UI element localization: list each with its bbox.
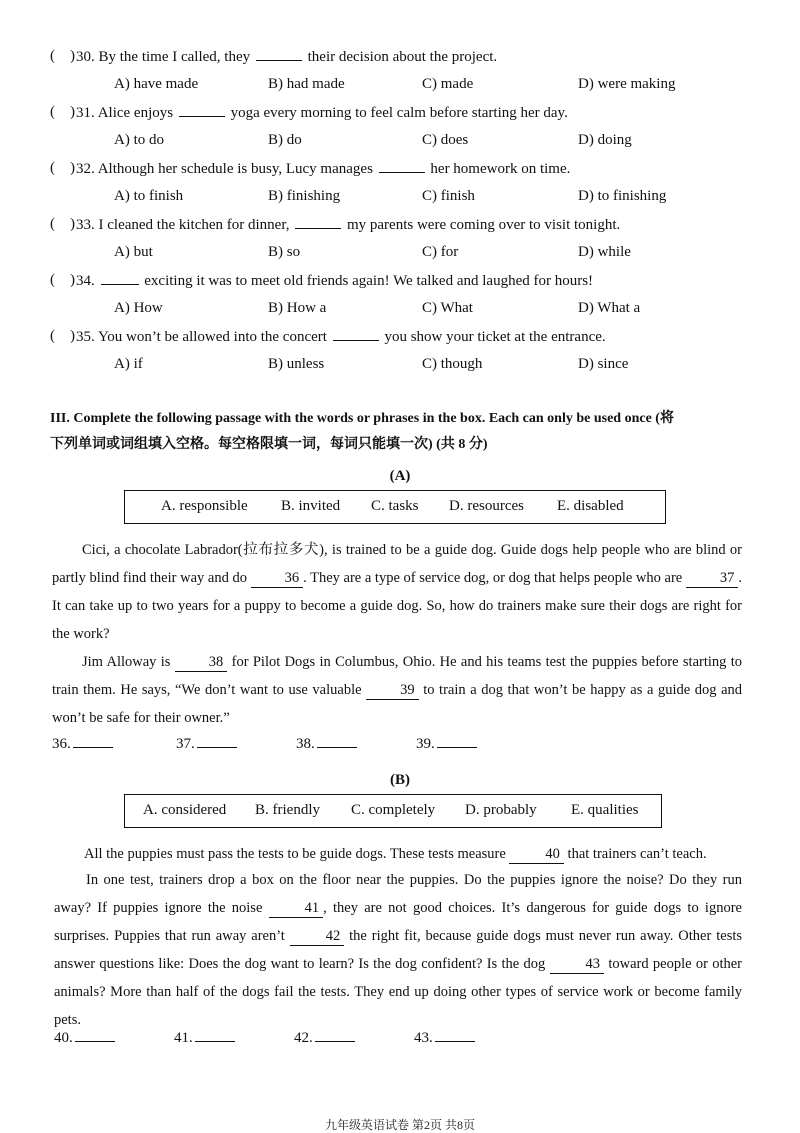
- option-a[interactable]: A) but: [114, 244, 153, 260]
- blank-38[interactable]: 38: [175, 654, 228, 672]
- section-heading: [50, 406, 750, 458]
- answer-slot-40[interactable]: 40.: [54, 1028, 115, 1047]
- word-box-item: E. disabled: [557, 498, 624, 514]
- passage-b-paragraph-2: [54, 866, 742, 1034]
- passage-text: or other animals? More than half of the dogs fail the tests. They end up doing other types of service work or: [54, 956, 743, 1000]
- question-number: 33.: [76, 217, 95, 233]
- question-text-pre: Although her schedule is busy, Lucy manages: [97, 161, 373, 177]
- question-blank: [295, 214, 341, 229]
- question-blank: [179, 102, 225, 117]
- passage-b-paragraph-1: [52, 840, 752, 868]
- question-text-pre: I cleaned the kitchen for dinner,: [98, 217, 290, 233]
- blank-37[interactable]: 37: [686, 570, 739, 588]
- question-text-pre: Alice enjoys: [97, 105, 174, 121]
- question-text-post: exciting it was to meet old friends again! We talked and laughed for hours!: [144, 273, 594, 289]
- answer-paren[interactable]: ( ): [50, 272, 75, 288]
- passage-text: Cici, a chocolate Labrador(拉布拉多犬), is trained to be a guide dog. Guide dogs help people who are: [82, 542, 692, 558]
- option-c[interactable]: C) What: [422, 300, 473, 316]
- section-heading-en: III. Complete the following passage with the words or phrases in the box. Each can only be used once (将: [50, 411, 674, 426]
- answer-slot-36[interactable]: 36.: [52, 734, 113, 753]
- passage-text: for Pilot Dogs in Columbus, Ohio. He and his teams test the puppies before starting: [231, 654, 727, 670]
- word-box-item: A. considered: [143, 802, 227, 818]
- passage-text: become family pets.: [54, 984, 743, 1028]
- question-blank: [101, 270, 139, 285]
- blank-41[interactable]: 41: [269, 900, 324, 918]
- word-box-b: [124, 794, 662, 828]
- word-box-item: D. resources: [449, 498, 524, 514]
- part-a-label: (A): [389, 468, 411, 484]
- question-text-post: yoga every morning to feel calm before starting her day.: [230, 105, 568, 121]
- passage-text: to train a dog that won’t be happy as a guide: [423, 682, 691, 698]
- blank-36[interactable]: 36: [251, 570, 304, 588]
- question-number: 30.: [76, 49, 95, 65]
- passage-text: dog and won’t be safe for their owner.”: [52, 682, 743, 726]
- word-box-item: B. friendly: [255, 802, 320, 818]
- question-text-post: her homework on time.: [430, 161, 571, 177]
- word-box-item: B. invited: [281, 498, 341, 514]
- answer-slot-38[interactable]: 38.: [296, 734, 357, 753]
- answer-slot-37[interactable]: 37.: [176, 734, 237, 753]
- passage-text: the right fit, because guide dogs must never run away. Other: [349, 928, 712, 944]
- passage-text: dogs are right for the work?: [52, 598, 742, 642]
- passage-text: to train them. He says, “We don’t want to use valuable: [52, 654, 743, 698]
- option-c[interactable]: C) does: [422, 132, 469, 148]
- passage-text: . They are a type of service dog, or dog that helps people who: [303, 570, 661, 586]
- answer-slot-41[interactable]: 41.: [174, 1028, 235, 1047]
- passage-text: toward people: [608, 956, 692, 972]
- answer-paren[interactable]: ( ): [50, 104, 75, 120]
- option-d[interactable]: D) to finishing: [578, 188, 667, 204]
- answer-slot-42[interactable]: 42.: [294, 1028, 355, 1047]
- word-box-a: [124, 490, 666, 524]
- question-blank: [379, 158, 425, 173]
- question-blank: [333, 326, 379, 341]
- answer-paren[interactable]: ( ): [50, 216, 75, 232]
- option-b[interactable]: B) finishing: [268, 188, 341, 204]
- question-blank: [256, 46, 302, 61]
- question-number: 31.: [76, 105, 95, 121]
- passage-text: . It can take up to two years for a puppy to become a guide dog. So, how do trainers make sure their: [52, 570, 743, 614]
- option-c[interactable]: C) made: [422, 76, 474, 92]
- passage-text: , they are not good choices. It’s dangerous for guide dogs to ignore: [323, 900, 742, 916]
- question-number: 34.: [76, 273, 95, 289]
- option-a[interactable]: A) to do: [114, 132, 164, 148]
- option-c[interactable]: C) for: [422, 244, 459, 260]
- answer-paren[interactable]: ( ): [50, 48, 75, 64]
- passage-text: All the puppies must pass the tests to be guide dogs. These tests measure: [84, 846, 506, 862]
- passage-text: away? If puppies ignore the noise: [54, 900, 263, 916]
- page-footer: 九年级英语试卷 第2页 共8页: [324, 1118, 475, 1132]
- question-text-post: you show your ticket at the entrance.: [384, 329, 606, 345]
- passage-text: are: [664, 570, 683, 586]
- section-heading-cn: 下列单词或词组填入空格。每空格限填一词，每词只能填一次) (共 8 分): [50, 437, 488, 452]
- passage-text: surprises. Puppies that run away aren’t: [54, 928, 285, 944]
- passage-text: Jim Alloway is: [82, 654, 171, 670]
- passage-a-paragraph-2: [52, 648, 742, 732]
- blank-39[interactable]: 39: [366, 682, 419, 700]
- option-d[interactable]: D) while: [578, 244, 631, 260]
- part-b-label: (B): [390, 772, 410, 788]
- option-a[interactable]: A) How: [114, 300, 163, 316]
- option-a[interactable]: A) to finish: [114, 188, 184, 204]
- option-b[interactable]: B) had made: [268, 76, 345, 92]
- word-box-item: C. tasks: [371, 498, 419, 514]
- option-a[interactable]: A) have made: [114, 76, 199, 92]
- answer-paren[interactable]: ( ): [50, 160, 75, 176]
- question-text-post: their decision about the project.: [307, 49, 498, 65]
- passage-a-paragraph-1: [52, 536, 742, 648]
- option-a[interactable]: A) if: [114, 356, 143, 372]
- option-d[interactable]: D) doing: [578, 132, 632, 148]
- option-b[interactable]: B) so: [268, 244, 301, 260]
- word-box-item: D. probably: [465, 802, 537, 818]
- option-b[interactable]: B) do: [268, 132, 302, 148]
- word-box-item: E. qualities: [571, 802, 639, 818]
- question-text-pre: By the time I called, they: [98, 49, 251, 65]
- question-text-pre: You won’t be allowed into the concert: [97, 329, 327, 345]
- blank-43[interactable]: 43: [550, 956, 605, 974]
- question-text-post: my parents were coming over to visit tonight.: [346, 217, 621, 233]
- question-number: 35.: [76, 329, 95, 345]
- word-box-item: C. completely: [351, 802, 436, 818]
- answer-slot-39[interactable]: 39.: [416, 734, 477, 753]
- answer-slot-43[interactable]: 43.: [414, 1028, 475, 1047]
- passage-text: blind or partly blind find their way and do: [52, 542, 742, 586]
- question-number: 32.: [76, 161, 95, 177]
- option-c[interactable]: C) finish: [422, 188, 475, 204]
- blank-42[interactable]: 42: [290, 928, 345, 946]
- option-d[interactable]: D) were making: [578, 76, 676, 92]
- option-b[interactable]: B) How a: [268, 300, 327, 316]
- passage-text: that trainers can’t teach.: [567, 846, 707, 862]
- option-c[interactable]: C) though: [422, 356, 483, 372]
- passage-text: tests answer questions like: Does the dog want to learn? Is the dog confident? Is the dog: [54, 928, 743, 972]
- option-d[interactable]: D) since: [578, 356, 629, 372]
- option-d[interactable]: D) What a: [578, 300, 641, 316]
- passage-text: In one test, trainers drop a box on the floor near the puppies. Do the puppies ignore the noise? Do they run: [86, 872, 742, 888]
- answer-paren[interactable]: ( ): [50, 328, 75, 344]
- blank-40[interactable]: 40: [509, 846, 564, 864]
- option-b[interactable]: B) unless: [268, 356, 325, 372]
- word-box-item: A. responsible: [161, 498, 248, 514]
